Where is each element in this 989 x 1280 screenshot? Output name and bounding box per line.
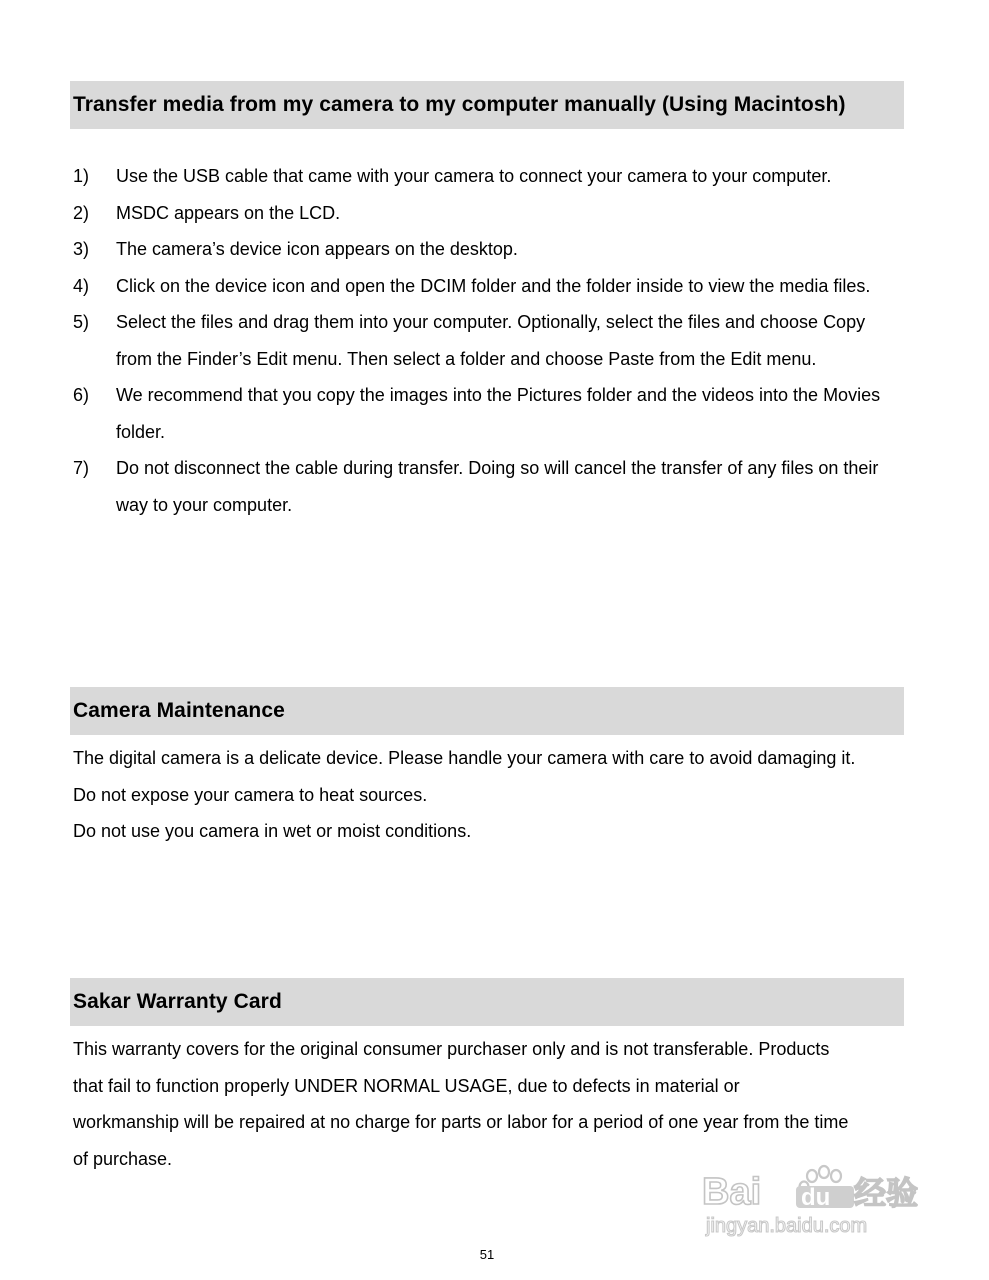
step-text: Click on the device icon and open the DCIM folder and the folder inside to view the media files. xyxy=(116,275,871,296)
baidu-jingyan-watermark-logo xyxy=(700,1160,932,1242)
warranty-line: of purchase. xyxy=(73,1148,173,1169)
transfer-section-title: Transfer media from my camera to my computer manually (Using Macintosh) xyxy=(70,81,904,129)
step-text: Use the USB cable that came with your camera to connect your camera to your computer. xyxy=(116,166,832,186)
step-number: 1) xyxy=(73,166,90,186)
maintenance-line: Do not use you camera in wet or moist conditions. xyxy=(73,821,472,841)
step-number: 7) xyxy=(73,458,90,478)
warranty-body xyxy=(73,1031,908,1177)
step-number: 5) xyxy=(73,312,90,332)
step-text: MSDC appears on the LCD. xyxy=(116,202,341,223)
list-item xyxy=(73,158,903,195)
warranty-line: workmanship will be repaired at no charge for parts or labor for a period of one year from the time xyxy=(73,1112,849,1132)
step-number: 6) xyxy=(73,385,90,405)
list-item xyxy=(73,231,903,268)
svg-text:经验: 经验 xyxy=(854,1174,919,1212)
step-text: Do not disconnect the cable during transfer. Doing so will cancel the transfer of any files on their way to your computer. xyxy=(116,458,879,515)
maintenance-section-title: Camera Maintenance xyxy=(70,687,904,735)
list-item xyxy=(73,377,903,450)
list-item xyxy=(73,268,903,305)
maintenance-line: The digital camera is a delicate device. Please handle your camera with care to avoid damaging it. xyxy=(73,748,856,768)
step-number: 3) xyxy=(73,239,90,259)
list-item xyxy=(73,450,903,523)
transfer-steps-list xyxy=(73,158,903,523)
svg-text:jingyan.baidu.com: jingyan.baidu.com xyxy=(706,1215,868,1237)
svg-text:Bai: Bai xyxy=(702,1171,762,1213)
warranty-line: that fail to function properly UNDER NORMAL USAGE, due to defects in material or xyxy=(73,1075,740,1096)
step-text: We recommend that you copy the images into the Pictures folder and the videos into the Movies folder. xyxy=(116,385,881,442)
step-number: 4) xyxy=(73,275,90,296)
svg-text:du: du xyxy=(801,1184,831,1211)
step-text: Select the files and drag them into your computer. Optionally, select the files and choose Copy from the Finder’s Edit menu. Then select a folder and choose Paste from the Edit menu. xyxy=(116,312,866,369)
step-text: The camera’s device icon appears on the desktop. xyxy=(116,239,518,259)
page-number: 51 xyxy=(479,1247,495,1262)
warranty-section-title: Sakar Warranty Card xyxy=(70,978,904,1026)
maintenance-body xyxy=(73,740,908,850)
warranty-line: This warranty covers for the original consumer purchaser only and is not transferable. Products xyxy=(73,1039,830,1059)
maintenance-line: Do not expose your camera to heat sources. xyxy=(73,784,428,805)
step-number: 2) xyxy=(73,202,90,223)
list-item xyxy=(73,304,903,377)
list-item xyxy=(73,195,903,232)
